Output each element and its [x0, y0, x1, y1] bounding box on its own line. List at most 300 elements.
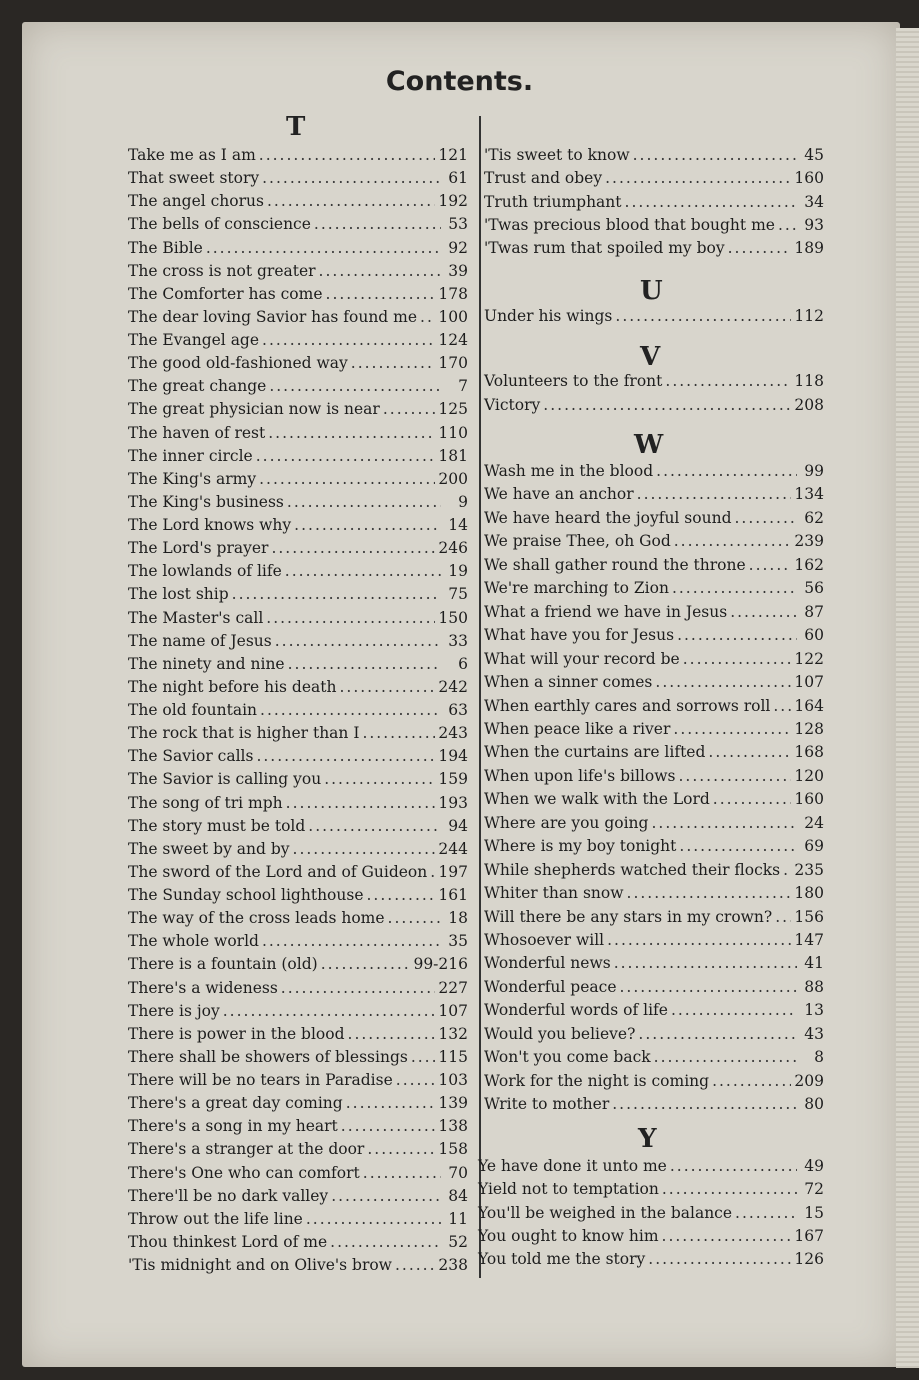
page-number: 150 [438, 608, 468, 627]
contents-entry [128, 262, 468, 280]
hymn-title: There's a song in my heart [128, 1117, 338, 1136]
hymn-title: Truth triumphant [484, 192, 622, 211]
page-edge [896, 28, 919, 1368]
page-title: Contents. [385, 66, 534, 97]
leader-dots [728, 239, 792, 257]
page-number: 122 [794, 649, 824, 668]
contents-entry [128, 678, 468, 696]
contents-entry [484, 1025, 824, 1043]
hymn-title: Take me as I am [128, 146, 256, 164]
page-number: 33 [448, 631, 468, 650]
leader-dots [348, 1025, 436, 1043]
contents-entry [128, 632, 468, 650]
leader-dots [671, 1001, 797, 1019]
contents-entry [128, 539, 468, 557]
contents-entry [128, 146, 468, 164]
contents-entry [484, 1048, 824, 1066]
hymn-title: The dear loving Savior has found me [128, 307, 418, 326]
leader-dots [206, 239, 441, 257]
contents-entry [128, 424, 468, 442]
leader-dots [319, 262, 441, 280]
page-number: 192 [438, 192, 468, 211]
page-number: 115 [438, 1047, 468, 1066]
hymn-title: Work for the night is coming [484, 1071, 710, 1090]
page-number: 156 [794, 907, 824, 926]
contents-entry [128, 1025, 468, 1043]
contents-entry [128, 354, 468, 372]
hymn-title: When we walk with the Lord [484, 790, 710, 809]
contents-entry [128, 932, 468, 950]
contents-entry [484, 978, 824, 996]
hymn-title: We have heard the joyful sound [484, 508, 732, 527]
contents-entry [128, 817, 468, 835]
page-number: 244 [438, 839, 468, 858]
page-number: 61 [448, 169, 468, 188]
leader-dots [712, 1072, 791, 1090]
leader-dots [321, 955, 411, 973]
contents-entry [128, 447, 468, 465]
contents-entry [128, 794, 468, 812]
leader-dots [287, 493, 441, 511]
contents-entry [484, 396, 824, 414]
page-number: 167 [794, 1226, 824, 1245]
page-number: 107 [438, 1001, 468, 1020]
page-number: 75 [448, 585, 468, 604]
hymn-title: 'Tis midnight and on Olive's brow [128, 1256, 392, 1274]
contents-entry [484, 861, 824, 879]
leader-dots [314, 215, 441, 233]
leader-dots [655, 673, 791, 691]
section-letter-u: U [640, 276, 663, 306]
leader-dots [259, 470, 435, 488]
leader-dots [735, 509, 798, 527]
page-number: 14 [448, 516, 468, 534]
hymn-title: The song of tri mph [128, 793, 283, 812]
hymn-title: Wash me in the blood [484, 462, 654, 480]
leader-dots [708, 743, 791, 761]
page-number: 52 [448, 1232, 468, 1251]
contents-entry [128, 516, 468, 534]
hymn-title: The lost ship [128, 585, 229, 604]
leader-dots [367, 886, 436, 904]
leader-dots [612, 1095, 797, 1113]
hymn-title: What have you for Jesus [484, 626, 675, 645]
leader-dots [678, 767, 791, 785]
leader-dots [411, 1048, 436, 1066]
page-number: 128 [794, 719, 824, 738]
page-number: 194 [438, 747, 468, 766]
hymn-title: Throw out the life line [128, 1209, 303, 1228]
hymn-title: The King's business [128, 492, 284, 511]
contents-entry [484, 908, 824, 926]
hymn-title: Wonderful words of life [484, 1001, 668, 1020]
section-letter-t: T [286, 112, 306, 142]
hymn-title: The rock that is higher than I [128, 724, 360, 743]
hymn-title: Whosoever will [484, 931, 605, 949]
contents-entry [128, 724, 468, 742]
hymn-title: The Evangel age [128, 331, 260, 349]
page-number: 160 [794, 790, 824, 809]
contents-entry [478, 1204, 824, 1222]
leader-dots [665, 372, 791, 390]
page-number: 132 [438, 1024, 468, 1043]
section-letter-v: V [640, 342, 661, 372]
contents-entry [128, 1094, 468, 1112]
page-number: 178 [438, 284, 468, 303]
leader-dots [232, 585, 441, 603]
contents-entry [484, 532, 824, 550]
leader-dots [430, 863, 435, 881]
leader-dots [341, 1117, 436, 1135]
hymn-title: The sword of the Lord and of Guideon [128, 862, 428, 881]
page-number: 62 [804, 508, 824, 527]
leader-dots [288, 655, 441, 673]
contents-entry [128, 909, 468, 927]
page-number: 7 [458, 377, 468, 396]
page-number: 124 [438, 331, 468, 349]
page-number: 161 [438, 886, 468, 904]
leader-dots [683, 650, 792, 668]
page-number: 34 [804, 192, 824, 211]
page-number: 70 [448, 1163, 468, 1182]
contents-entry [128, 400, 468, 418]
contents-entry [484, 216, 824, 234]
contents-entry [484, 579, 824, 597]
hymn-title: When a sinner comes [484, 673, 653, 692]
page-number: 193 [438, 793, 468, 812]
page-number: 239 [794, 532, 824, 551]
hymn-title: Won't you come back [484, 1048, 651, 1067]
hymn-title: Yield not to temptation [478, 1180, 659, 1199]
contents-entry [484, 743, 824, 761]
page-number: 189 [794, 239, 824, 258]
hymn-title: The Savior calls [128, 747, 254, 766]
hymn-title: There is a fountain (old) [128, 955, 318, 974]
page-number: 39 [448, 261, 468, 280]
hymn-title: The story must be told [128, 816, 306, 835]
page-number: 24 [804, 813, 824, 832]
leader-dots [346, 1094, 436, 1112]
hymn-title: There is joy [128, 1001, 220, 1020]
leader-dots [271, 539, 435, 557]
page-number: 160 [794, 169, 824, 188]
contents-entry [128, 886, 468, 904]
contents-entry [128, 285, 468, 303]
contents-entry [484, 1001, 824, 1019]
hymn-title: The Lord's prayer [128, 539, 269, 558]
page-number: 92 [448, 238, 468, 257]
page-number: 35 [448, 932, 468, 951]
page-number: 93 [804, 215, 824, 234]
page-number: 15 [804, 1203, 824, 1222]
page-number: 120 [794, 766, 824, 785]
page-number: 139 [438, 1094, 468, 1113]
contents-entry [484, 767, 824, 785]
hymn-title: Would you believe? [484, 1024, 636, 1043]
leader-dots [713, 790, 792, 808]
contents-entry [128, 308, 468, 326]
contents-entry [128, 1187, 468, 1205]
hymn-title: When upon life's billows [484, 766, 676, 785]
leader-dots [607, 931, 791, 949]
contents-entry [478, 1250, 824, 1268]
contents-entry [128, 239, 468, 257]
leader-dots [783, 861, 791, 879]
page-number: 118 [794, 372, 824, 390]
hymn-title: The good old-fashioned way [128, 354, 348, 373]
leader-dots [615, 307, 791, 325]
page-number: 158 [438, 1140, 468, 1159]
leader-dots [262, 932, 441, 950]
leader-dots [256, 447, 436, 465]
page-number: 227 [438, 978, 468, 997]
hymn-title: That sweet story [128, 169, 260, 188]
page-number: 126 [794, 1250, 824, 1269]
page-number: 69 [804, 837, 824, 856]
leader-dots [267, 192, 435, 210]
leader-dots [367, 1140, 435, 1158]
page-number: 49 [804, 1157, 824, 1175]
leader-dots [677, 626, 797, 644]
column-divider [479, 116, 481, 1278]
leader-dots [620, 978, 798, 996]
hymn-title: The angel chorus [128, 192, 264, 211]
page-number: 60 [804, 626, 824, 645]
hymn-title: There's a stranger at the door [128, 1140, 365, 1159]
leader-dots [651, 814, 797, 832]
section-letter-w: W [634, 430, 664, 460]
leader-dots [259, 146, 436, 164]
section-letter-y: Y [638, 1124, 657, 1154]
hymn-title: Where are you going [484, 813, 649, 832]
leader-dots [362, 724, 435, 742]
contents-entry [484, 626, 824, 644]
hymn-title: The King's army [128, 469, 257, 488]
hymn-title: We're marching to Zion [484, 579, 669, 598]
page-number: 238 [438, 1256, 468, 1274]
page-number: 56 [804, 579, 824, 598]
hymn-title: There's One who can comfort [128, 1163, 360, 1182]
leader-dots [674, 532, 792, 550]
contents-entry [484, 169, 824, 187]
page-number: 53 [448, 215, 468, 234]
leader-dots [308, 817, 441, 835]
hymn-title: There'll be no dark valley [128, 1186, 329, 1205]
leader-dots [633, 146, 797, 164]
leader-dots [268, 424, 435, 442]
hymn-title: Trust and obey [484, 169, 603, 188]
contents-entry [484, 307, 824, 325]
contents-entry [128, 1233, 468, 1251]
contents-entry [484, 697, 824, 715]
contents-entry [128, 770, 468, 788]
contents-entry [484, 193, 824, 211]
hymn-title: The cross is not greater [128, 261, 316, 280]
hymn-title: The Comforter has come [128, 284, 323, 303]
hymn-title: Thou thinkest Lord of me [128, 1232, 328, 1251]
hymn-title: You ought to know him [478, 1226, 659, 1245]
page-number: 181 [438, 446, 468, 465]
contents-entry [128, 215, 468, 233]
leader-dots [383, 400, 436, 418]
contents-entry [484, 603, 824, 621]
page-number: 107 [794, 673, 824, 692]
hymn-title: You told me the story [478, 1250, 646, 1269]
hymn-title: When peace like a river [484, 719, 671, 738]
hymn-title: You'll be weighed in the balance [478, 1203, 733, 1222]
hymn-title: Will there be any stars in my crown? [484, 907, 773, 926]
hymn-title: The night before his death [128, 677, 337, 696]
page-number: 243 [438, 724, 468, 743]
hymn-title: The Bible [128, 238, 203, 257]
leader-dots [326, 285, 436, 303]
page-number: 11 [448, 1209, 468, 1228]
leader-dots [266, 609, 435, 627]
leader-dots [749, 556, 792, 574]
contents-entry [128, 840, 468, 858]
contents-entry [484, 462, 824, 480]
page-number: 180 [794, 884, 824, 903]
hymn-title: We have an anchor [484, 485, 634, 504]
hymn-title: The haven of rest [128, 423, 266, 442]
leader-dots [330, 1233, 441, 1251]
contents-entry [128, 609, 468, 627]
hymn-title: There will be no tears in Paradise [128, 1071, 393, 1089]
hymn-title: Ye have done it unto me [478, 1157, 667, 1175]
page-number: 235 [794, 860, 824, 879]
hymn-title: 'Twas rum that spoiled my boy [484, 239, 725, 258]
contents-entry [128, 1117, 468, 1135]
contents-entry [484, 837, 824, 855]
page-number: 209 [794, 1071, 824, 1090]
hymn-title: 'Twas precious blood that bought me [484, 215, 775, 234]
leader-dots [778, 216, 797, 234]
page-number: 164 [794, 696, 824, 715]
page-number: 242 [438, 677, 468, 696]
contents-entry [484, 372, 824, 390]
page-number: 246 [438, 539, 468, 558]
contents-entry [128, 1210, 468, 1228]
contents-entry [128, 470, 468, 488]
leader-dots [351, 354, 436, 372]
leader-dots [543, 396, 791, 414]
contents-entry [128, 1140, 468, 1158]
page-number: 84 [448, 1186, 468, 1205]
contents-entry [128, 331, 468, 349]
hymn-title: When earthly cares and sorrows roll [484, 696, 771, 715]
hymn-title: The Master's call [128, 608, 264, 627]
hymn-title: The lowlands of life [128, 562, 282, 581]
page-number: 162 [794, 555, 824, 574]
hymn-title: There shall be showers of blessings [128, 1047, 408, 1066]
page-number: 41 [804, 954, 824, 973]
leader-dots [775, 908, 791, 926]
page-number: 134 [794, 485, 824, 504]
page-number: 110 [438, 423, 468, 442]
page-number: 168 [794, 743, 824, 762]
contents-entry [484, 1072, 824, 1090]
page-number: 43 [804, 1024, 824, 1043]
contents-entry [484, 509, 824, 527]
contents-entry [478, 1157, 824, 1175]
contents-entry [128, 1256, 468, 1274]
page-number: 13 [804, 1001, 824, 1020]
leader-dots [260, 701, 441, 719]
page-number: 94 [448, 816, 468, 835]
leader-dots [363, 1164, 441, 1182]
leader-dots [331, 1187, 441, 1205]
leader-dots [395, 1256, 435, 1274]
hymn-title: The great change [128, 377, 267, 396]
page-number: 147 [794, 931, 824, 949]
contents-entry [484, 556, 824, 574]
leader-dots [281, 979, 436, 997]
page-number: 8 [814, 1048, 824, 1067]
contents-entry [128, 1002, 468, 1020]
contents-entry [484, 790, 824, 808]
contents-entry [128, 955, 468, 973]
leader-dots [773, 697, 791, 715]
leader-dots [388, 909, 441, 927]
hymn-title: The ninety and nine [128, 654, 285, 673]
page-number: 159 [438, 770, 468, 789]
hymn-title: 'Tis sweet to know [484, 146, 630, 164]
leader-dots [656, 462, 797, 480]
contents-entry [128, 377, 468, 395]
hymn-title: What will your record be [484, 649, 680, 668]
page-number: 121 [438, 146, 468, 164]
page-number: 99-216 [413, 955, 468, 974]
contents-entry [128, 1048, 468, 1066]
hymn-title: The bells of conscience [128, 215, 311, 234]
leader-dots [670, 1157, 797, 1175]
hymn-title: Where is my boy tonight [484, 837, 677, 856]
hymn-title: There's a wideness [128, 978, 278, 997]
page-number: 100 [438, 307, 468, 326]
page-number: 72 [804, 1180, 824, 1199]
leader-dots [673, 720, 791, 738]
page-number: 208 [794, 396, 824, 414]
page-number: 6 [458, 654, 468, 673]
leader-dots [294, 516, 441, 534]
page-number: 88 [804, 977, 824, 996]
hymn-title: Victory [484, 396, 541, 414]
leader-dots [625, 193, 797, 211]
hymn-title: When the curtains are lifted [484, 743, 706, 762]
leader-dots [605, 169, 791, 187]
page-number: 99 [804, 462, 824, 480]
page-number: 112 [794, 307, 824, 325]
hymn-title: Volunteers to the front [484, 372, 663, 390]
leader-dots [293, 840, 436, 858]
hymn-title: The whole world [128, 932, 259, 951]
contents-entry [128, 979, 468, 997]
hymn-title: We shall gather round the throne [484, 555, 746, 574]
contents-entry [484, 720, 824, 738]
leader-dots [339, 678, 435, 696]
page-number: 200 [438, 469, 468, 488]
leader-dots [648, 1250, 791, 1268]
contents-entry [484, 650, 824, 668]
contents-entry [478, 1227, 824, 1245]
contents-entry [478, 1180, 824, 1198]
page-number: 80 [804, 1095, 824, 1114]
leader-dots [672, 579, 797, 597]
contents-entry [128, 863, 468, 881]
hymn-title: There is power in the blood [128, 1024, 345, 1043]
hymn-title: We praise Thee, oh God [484, 532, 671, 551]
page-number: 170 [438, 354, 468, 373]
